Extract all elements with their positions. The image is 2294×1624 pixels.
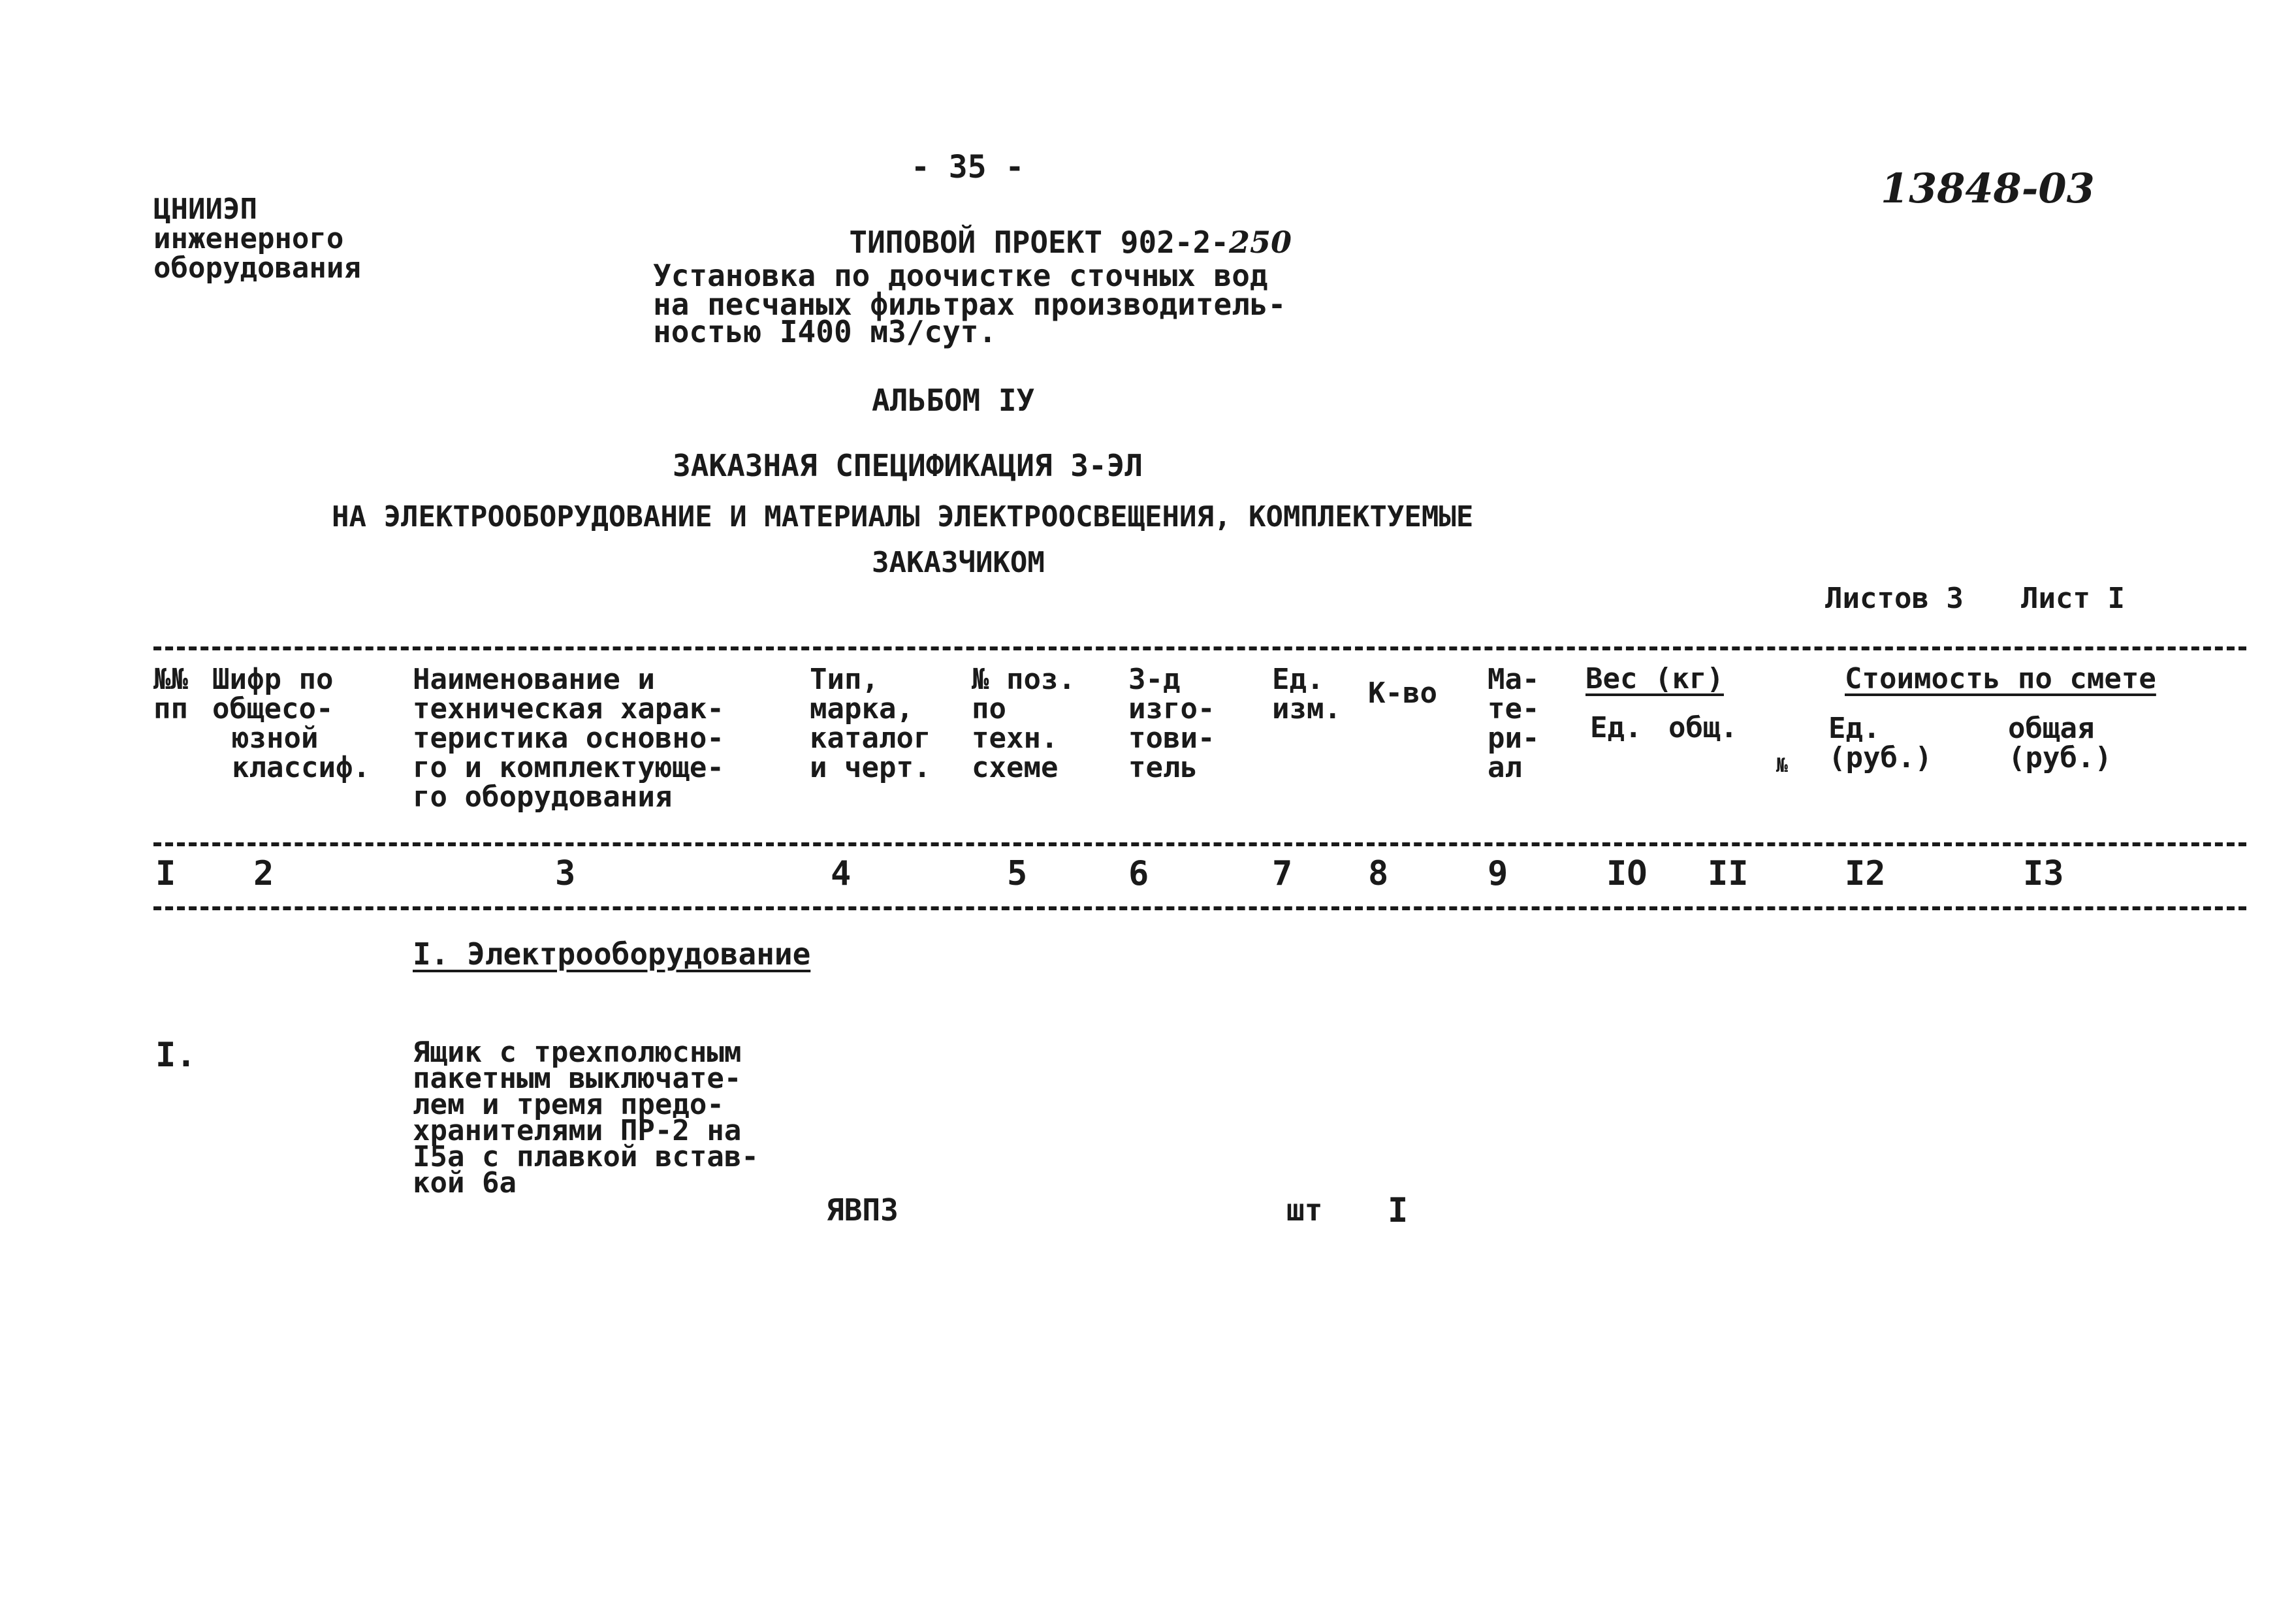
col-header-weight-unit: Ед. <box>1590 711 1642 744</box>
col-header-type <box>810 665 931 782</box>
col-number: 4 <box>831 854 852 893</box>
header-line: каталог <box>810 722 931 755</box>
header-line: №№ <box>153 663 188 696</box>
header-line: марка, <box>810 692 914 725</box>
item-name-line: I5а с плавкой встав- <box>413 1140 759 1173</box>
col-number: 6 <box>1128 854 1149 893</box>
header-line: юзной <box>232 722 319 755</box>
item-name-line: кой 6а <box>413 1166 517 1200</box>
header-line: тель <box>1128 751 1198 784</box>
header-line: и черт. <box>810 751 931 784</box>
row-item-unit: шт <box>1286 1192 1323 1228</box>
header-line: общая <box>2008 712 2095 745</box>
col-header-cost-total <box>2008 714 2112 772</box>
project-suffix-handwritten: 250 <box>1228 225 1292 260</box>
project-subject <box>653 258 1286 349</box>
header-line: Ма- <box>1488 663 1540 696</box>
col-header-cost-unit <box>1828 714 1932 772</box>
item-name-line: хранителями ПР-2 на <box>413 1114 742 1147</box>
header-line: ал <box>1488 751 1522 784</box>
header-line: (руб.) <box>2008 741 2112 774</box>
col-header-weight-total: общ. <box>1668 711 1738 744</box>
col-number: 5 <box>1007 854 1028 893</box>
row-item-type: ЯВПЗ <box>826 1192 899 1228</box>
item-name-line: лем и тремя предо- <box>413 1088 724 1121</box>
numbers-bottom-rule <box>153 906 2246 910</box>
col-number: 9 <box>1488 854 1508 893</box>
album-title: АЛЬБОМ IУ <box>872 383 1035 418</box>
header-line: общесо- <box>212 692 334 725</box>
header-line: пп <box>153 692 188 725</box>
header-line: классиф. <box>232 751 370 784</box>
header-line: Тип, <box>810 663 879 696</box>
header-line: № поз. <box>972 663 1075 696</box>
header-line: теристика основно- <box>413 722 724 755</box>
col-header-position <box>972 665 1075 782</box>
col-number: II <box>1708 854 1749 893</box>
header-line: го оборудования <box>413 780 673 814</box>
header-bottom-rule <box>153 842 2246 846</box>
col-header-manufacturer <box>1128 665 1215 782</box>
spec-subtitle: НА ЭЛЕКТРООБОРУДОВАНИЕ И МАТЕРИАЛЫ ЭЛЕКТРООСВЕЩЕНИЯ, КОМПЛЕКТУЕМЫЕ <box>332 500 1474 533</box>
col-number: 3 <box>555 854 576 893</box>
header-line: изго- <box>1128 692 1215 725</box>
header-line: тови- <box>1128 722 1215 755</box>
table-top-rule <box>153 646 2246 650</box>
spec-subtitle-2: ЗАКАЗЧИКОМ <box>872 546 1045 579</box>
document-number-handwritten: 13848-03 <box>1881 165 2095 212</box>
sheets-total: Листов 3 <box>1825 582 1964 615</box>
col-header-quantity: К-во <box>1368 677 1437 710</box>
col-number: I2 <box>1845 854 1886 893</box>
header-line: схеме <box>972 751 1059 784</box>
header-line: го и комплектующе- <box>413 751 724 784</box>
header-line: Шифр по <box>212 663 334 696</box>
header-line: техническая харак- <box>413 692 724 725</box>
org-line: инженерного <box>153 222 344 255</box>
header-line: ри- <box>1488 722 1540 755</box>
subject-line: Установка по доочистке сточных вод <box>653 258 1268 293</box>
section-title: I. Электрооборудование <box>413 936 811 972</box>
col-header-code <box>212 665 370 782</box>
sheet-current: Лист I <box>2021 582 2125 615</box>
col-number: I <box>155 854 176 893</box>
col-header-unit <box>1272 665 1341 724</box>
header-line: изм. <box>1272 692 1341 725</box>
stray-mark: № <box>1776 754 1789 777</box>
spec-title: ЗАКАЗНАЯ СПЕЦИФИКАЦИЯ 3-ЭЛ <box>673 448 1143 483</box>
header-line: (руб.) <box>1828 741 1932 774</box>
header-line: Наименование и <box>413 663 655 696</box>
col-number: 8 <box>1368 854 1389 893</box>
org-line: ЦНИИЭП <box>153 193 257 226</box>
project-title <box>813 197 1292 260</box>
col-header-num <box>153 665 188 724</box>
item-name-line: Ящик с трехполюсным <box>413 1036 742 1069</box>
col-header-name <box>413 665 724 812</box>
col-number: I3 <box>2023 854 2064 893</box>
col-group-cost: Стоимость по смете <box>1845 662 2156 695</box>
item-name-line: пакетным выключате- <box>413 1062 742 1095</box>
col-number: 7 <box>1272 854 1293 893</box>
header-line: З-д <box>1128 663 1181 696</box>
col-header-material <box>1488 665 1539 782</box>
header-line: по <box>972 692 1006 725</box>
col-number: IO <box>1606 854 1648 893</box>
project-prefix: ТИПОВОЙ ПРОЕКТ 902-2- <box>849 225 1229 260</box>
organization-name <box>153 195 361 283</box>
subject-line: на песчаных фильтрах производитель- <box>653 287 1286 322</box>
row-item-quantity: I <box>1388 1191 1409 1230</box>
subject-line: ностью I400 м3/сут. <box>653 314 997 349</box>
col-group-weight: Вес (кг) <box>1585 662 1724 695</box>
header-line: те- <box>1488 692 1540 725</box>
header-line: техн. <box>972 722 1059 755</box>
page-number: - 35 - <box>911 149 1025 185</box>
org-line: оборудования <box>153 251 361 285</box>
row-item-name <box>413 1036 759 1200</box>
header-line: Ед. <box>1272 663 1324 696</box>
row-number: I. <box>155 1036 197 1075</box>
header-line: Ед. <box>1828 712 1881 745</box>
col-number: 2 <box>253 854 274 893</box>
